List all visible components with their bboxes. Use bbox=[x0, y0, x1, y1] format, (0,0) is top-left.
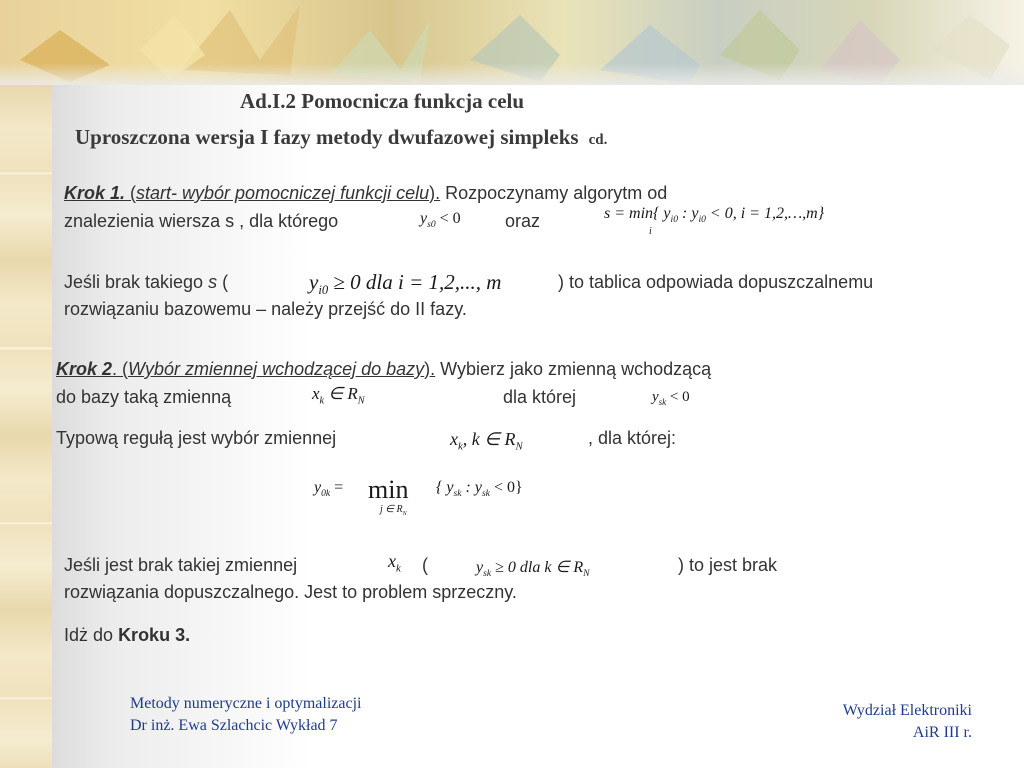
step1-condition: $y_{s0} < 0$ bbox=[420, 210, 461, 231]
step2-heading bbox=[56, 359, 711, 380]
step2-line2: do bazy taką zmienną bbox=[56, 387, 232, 407]
min-formula-lhs: $y_{0k}$ = bbox=[314, 479, 344, 500]
footer-course-info bbox=[130, 693, 361, 737]
step1-heading bbox=[64, 183, 667, 204]
step1-oraz: oraz bbox=[505, 211, 541, 231]
step2-paren-close: ). bbox=[424, 359, 436, 379]
footer-year: AiR III r. bbox=[912, 724, 972, 741]
step1-paren-open: ( bbox=[125, 183, 137, 203]
step2-condition: $y_{sk} < 0$ bbox=[652, 389, 690, 407]
step1-label: Krok 1. bbox=[64, 183, 126, 203]
no-var-line2: rozwiązania dopuszczalnego. Jest to problem sprzeczny. bbox=[64, 582, 517, 602]
step1-subtitle: start- wybór pomocniczej funkcji celu bbox=[136, 183, 430, 203]
step2-intro: Wybierz jako zmienną wchodzącą bbox=[435, 359, 712, 379]
min-set: { $y_{sk}$ : $y_{sk} < 0$} bbox=[436, 479, 523, 500]
no-s-expression: $y_{i0} \ge 0$ dla i = 1,2,..., m bbox=[309, 270, 502, 298]
footer-faculty: Wydział Elektroniki bbox=[842, 702, 972, 719]
no-var-variable: $x_k$ bbox=[388, 551, 401, 575]
no-var-post: ) to jest brak bbox=[678, 555, 778, 575]
no-var-expression: $y_{sk} \ge 0$ dla k ∈ $R_N$ bbox=[476, 559, 590, 580]
step2-rule: Typową regułą jest wybór zmiennej bbox=[56, 428, 337, 448]
step2-subtitle: Wybór zmiennej wchodzącej do bazy bbox=[128, 359, 425, 379]
slide-subtitle bbox=[75, 125, 607, 150]
no-s-line1: Jeśli brak takiego s ( bbox=[64, 272, 229, 292]
footer-course: Metody numeryczne i optymalizacji bbox=[130, 695, 362, 712]
no-s-post: ) to tablica odpowiada dopuszczalnemu bbox=[558, 272, 874, 292]
no-var-open: ( bbox=[422, 555, 428, 575]
slide-title: Ad.I.2 Pomocnicza funkcja celu bbox=[240, 89, 525, 113]
min-operator: min bbox=[368, 475, 409, 504]
decorative-left-strip bbox=[0, 0, 52, 768]
decorative-leaf-banner bbox=[0, 0, 1024, 85]
step2-variable: $x_k$ ∈ $R_N$ bbox=[312, 384, 365, 407]
step2-label: Krok 2 bbox=[56, 359, 113, 379]
subtitle-suffix: cd. bbox=[588, 132, 608, 148]
step1-line2: znalezienia wiersza s , dla którego bbox=[64, 211, 339, 231]
step1-intro: Rozpoczynamy algorytm od bbox=[440, 183, 668, 203]
step1-paren-close: ). bbox=[429, 183, 441, 203]
step2-dla-ktorej: dla której bbox=[503, 387, 577, 407]
step2-rule-post: , dla której: bbox=[588, 428, 677, 448]
step2-paren-open: . ( bbox=[112, 359, 129, 379]
subtitle-text: Uproszczona wersja I fazy metody dwufazowej simpleks bbox=[75, 125, 579, 149]
footer-lecturer: Dr inż. Ewa Szlachcic Wykład 7 bbox=[130, 717, 338, 734]
min-subscript: j ∈ $R_N$ bbox=[380, 504, 407, 517]
no-var-pre: Jeśli jest brak takiej zmiennej bbox=[64, 555, 298, 575]
no-s-line2: rozwiązaniu bazowemu – należy przejść do II fazy. bbox=[64, 299, 467, 319]
step1-min-formula: s = min{ $y_{i0}$ : $y_{i0} < 0$, i = 1,2,…,m} bbox=[604, 205, 825, 226]
footer-faculty-info bbox=[843, 700, 972, 744]
step2-rule-variable: $x_k$, k ∈ $R_N$ bbox=[450, 429, 523, 453]
goto-step: Idż do Kroku 3. bbox=[64, 625, 191, 645]
step1-min-index: i bbox=[649, 226, 652, 237]
